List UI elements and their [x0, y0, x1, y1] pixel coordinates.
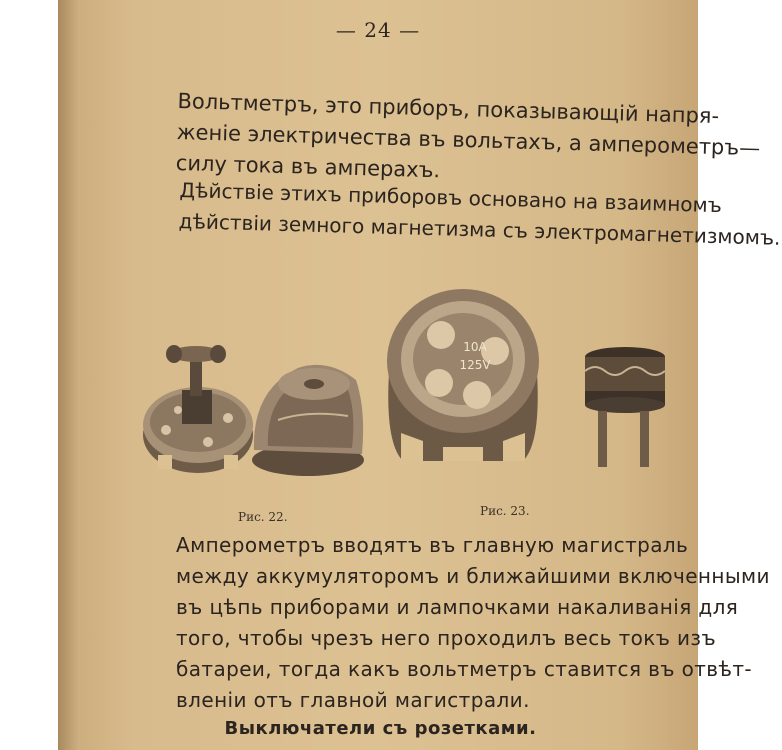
figure-22-cover-illustration — [248, 350, 368, 480]
text-line: силу тока въ амперахъ. — [175, 150, 441, 183]
text-line: женіе электричества въ вольтахъ, а амперометръ— — [176, 119, 761, 161]
socket-rating-current: 10A — [463, 340, 487, 354]
text-line: дѣйствіи земного магнетизма съ электромагнетизмомъ. — [178, 208, 781, 250]
text-line: Вольтметръ, это приборъ, показывающій напря- — [177, 88, 720, 129]
socket-rating-voltage: 125V — [459, 358, 491, 372]
text-line: вленіи отъ главной магистрали. — [176, 688, 530, 712]
figure-23-caption: Рис. 23. — [480, 504, 530, 518]
page-gutter-shadow — [58, 0, 80, 750]
text-line: въ цѣпь приборами и лампочками накаливанія для — [176, 595, 739, 619]
paragraph-ammeter — [176, 530, 770, 716]
text-line: того, чтобы чрезъ него проходилъ весь токъ изъ — [176, 626, 716, 650]
text-line: Амперометръ вводятъ въ главную магистраль — [176, 533, 689, 557]
text-line: Дѣйствіе этихъ приборовъ основано на взаимномъ — [179, 177, 723, 218]
text-line: между аккумуляторомъ и ближайшими включенными — [176, 564, 770, 588]
page-number: — 24 — — [335, 18, 421, 42]
section-heading: Выключатели съ розетками. — [224, 718, 537, 739]
figure-22-caption: Рис. 22. — [238, 510, 288, 524]
figure-23-socket-illustration — [383, 283, 543, 473]
figure-23-plug-illustration — [578, 345, 673, 475]
figure-22-switch-illustration — [138, 330, 258, 480]
text-line: батареи, тогда какъ вольтметръ ставится въ отвѣт- — [176, 657, 752, 681]
book-page — [58, 0, 781, 750]
